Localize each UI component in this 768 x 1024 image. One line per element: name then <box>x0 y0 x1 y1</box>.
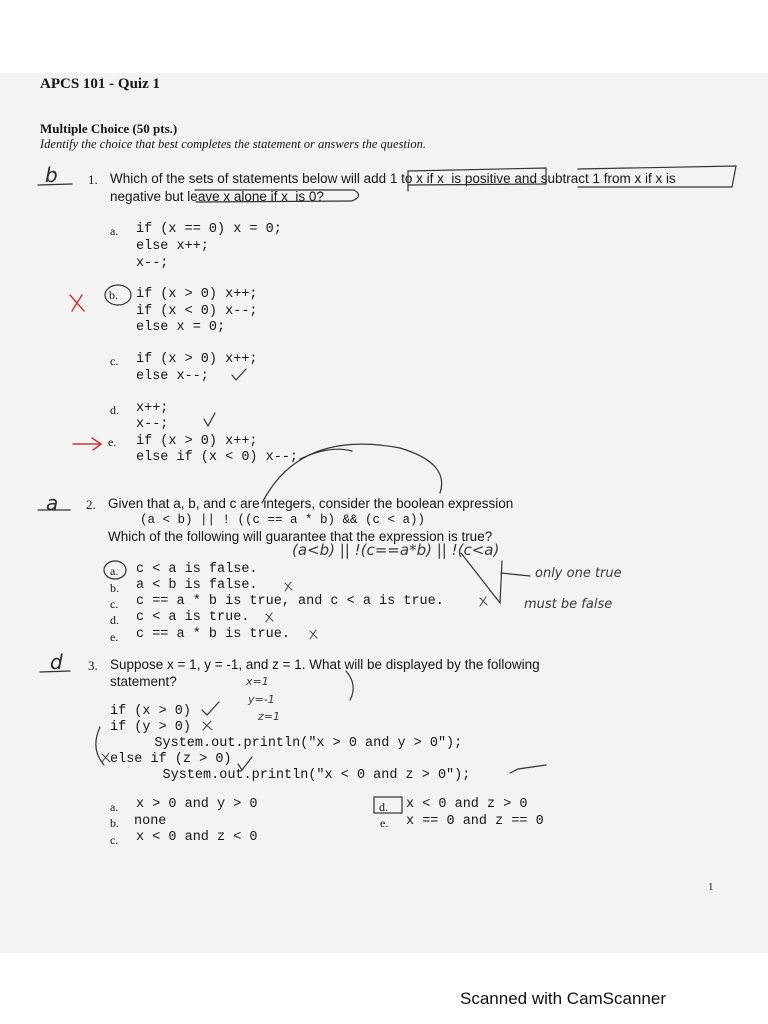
q2-option-label: b. <box>110 581 119 595</box>
q1-option-label: c. <box>110 354 119 368</box>
q1-text-line1: Which of the sets of statements below will add 1 to x if x is positive and subtract 1 from x if x is <box>110 171 676 186</box>
q2-option-text: c == a * b is true, and c < a is true. <box>136 594 444 609</box>
q1-option-code: else x++; <box>136 239 209 254</box>
q1-option-code: if (x > 0) x++; <box>136 352 258 367</box>
x-mark <box>480 597 487 606</box>
q3-option-text: none <box>134 814 167 829</box>
q1-option-code: else x--; <box>136 369 209 384</box>
page-number: 1 <box>708 881 714 893</box>
q2-handwritten-expression: (a<b) || !(c==a*b) || !(c<a) <box>292 541 500 559</box>
red-arrow <box>73 438 101 450</box>
q2-option-text: c < a is false. <box>136 562 258 577</box>
q3-handwritten-answer: d <box>50 650 63 674</box>
red-x-mark <box>70 295 84 311</box>
x-mark <box>266 613 273 622</box>
q2-option-label: d. <box>110 613 119 627</box>
q1-option-code: x--; <box>136 256 169 271</box>
q1-option-code: x++; <box>136 401 169 416</box>
q1-option-label: b. <box>109 288 118 302</box>
q1-option-label: e. <box>108 435 117 449</box>
q2-handwritten-note: only one true <box>535 566 622 581</box>
q1-text-line2: negative but leave x alone if x is 0? <box>110 189 324 204</box>
q3-option-label: d. <box>379 800 388 814</box>
x-mark <box>310 630 317 639</box>
q3-option-text: x < 0 and z > 0 <box>406 797 528 812</box>
q3-number: 3. <box>88 658 98 673</box>
q3-code-line: if (y > 0) <box>110 720 192 735</box>
q2-number: 2. <box>86 497 96 512</box>
check-mark <box>202 702 219 715</box>
q2-option-text: c == a * b is true. <box>136 627 290 642</box>
check-mark <box>204 413 215 426</box>
q3-option-label: b. <box>110 816 119 830</box>
check-mark <box>510 765 546 773</box>
q1-option-code: if (x > 0) x++; <box>136 434 258 449</box>
q2-text-line2: Which of the following will guarantee that the expression is true? <box>108 529 493 544</box>
q3-option-label: a. <box>110 800 119 814</box>
scanned-page <box>0 73 768 953</box>
q3-option-label: c. <box>110 833 119 847</box>
q3-code-line: System.out.println("x < 0 and z > 0"); <box>122 768 471 783</box>
q3-code-line: if (x > 0) <box>110 704 192 719</box>
q1-option-code: if (x == 0) x = 0; <box>136 222 282 237</box>
q2-grouping-line <box>461 553 502 603</box>
section-heading: Multiple Choice (50 pts.) <box>40 121 178 136</box>
x-mark <box>203 721 212 730</box>
q3-handwritten-note: z=1 <box>258 710 280 723</box>
q1-option-code: if (x < 0) x--; <box>136 304 258 319</box>
check-mark <box>232 369 246 380</box>
q2-handwritten-answer: a <box>46 491 59 515</box>
q3-option-label: e. <box>380 816 389 830</box>
q3-option-text: x < 0 and z < 0 <box>136 830 258 845</box>
q1-number: 1. <box>88 172 98 187</box>
q3-code-line: else if (z > 0) <box>110 752 232 767</box>
q2-option-label: e. <box>110 630 119 644</box>
q1-option-label: d. <box>110 403 119 417</box>
q1-option-code: if (x > 0) x++; <box>136 287 258 302</box>
q3-option-text: x == 0 and z == 0 <box>406 814 544 829</box>
q2-grouping-line <box>501 573 530 576</box>
q3-text-line2: statement? <box>110 674 177 689</box>
q1-option-code: x--; <box>136 417 169 432</box>
q3-bracket-mark <box>346 671 353 700</box>
q3-code-line: System.out.println("x > 0 and y > 0"); <box>122 736 463 751</box>
q3-bracket-mark <box>96 727 104 765</box>
q2-option-label: c. <box>110 597 119 611</box>
x-mark <box>285 582 292 591</box>
q2-handwritten-note: must be false <box>524 597 613 612</box>
q3-option-text: x > 0 and y > 0 <box>136 797 258 812</box>
q1-option-code: else if (x < 0) x--; <box>136 450 299 465</box>
q1-option-label: a. <box>110 224 119 238</box>
q2-option-text: a < b is false. <box>136 578 258 593</box>
q1-option-code: else x = 0; <box>136 320 226 335</box>
q3-text-line1: Suppose x = 1, y = -1, and z = 1. What will be displayed by the following <box>110 657 540 672</box>
q2-boolean-expression: (a < b) || ! ((c == a * b) && (c < a)) <box>140 513 426 527</box>
quiz-title: APCS 101 - Quiz 1 <box>40 76 160 92</box>
q3-handwritten-note: y=-1 <box>248 693 275 706</box>
q2-text-line1: Given that a, b, and c are integers, consider the boolean expression <box>108 496 514 511</box>
section-instructions: Identify the choice that best completes the statement or answers the question. <box>40 137 427 151</box>
q2-option-label: a. <box>110 564 119 578</box>
q2-option-text: c < a is true. <box>136 610 250 625</box>
q2-arc-mark <box>300 449 352 459</box>
x-mark <box>102 753 110 762</box>
scanner-footer: Scanned with CamScanner <box>460 989 667 1008</box>
q1-handwritten-answer: b <box>45 163 58 187</box>
q3-handwritten-note: x=1 <box>246 675 269 688</box>
